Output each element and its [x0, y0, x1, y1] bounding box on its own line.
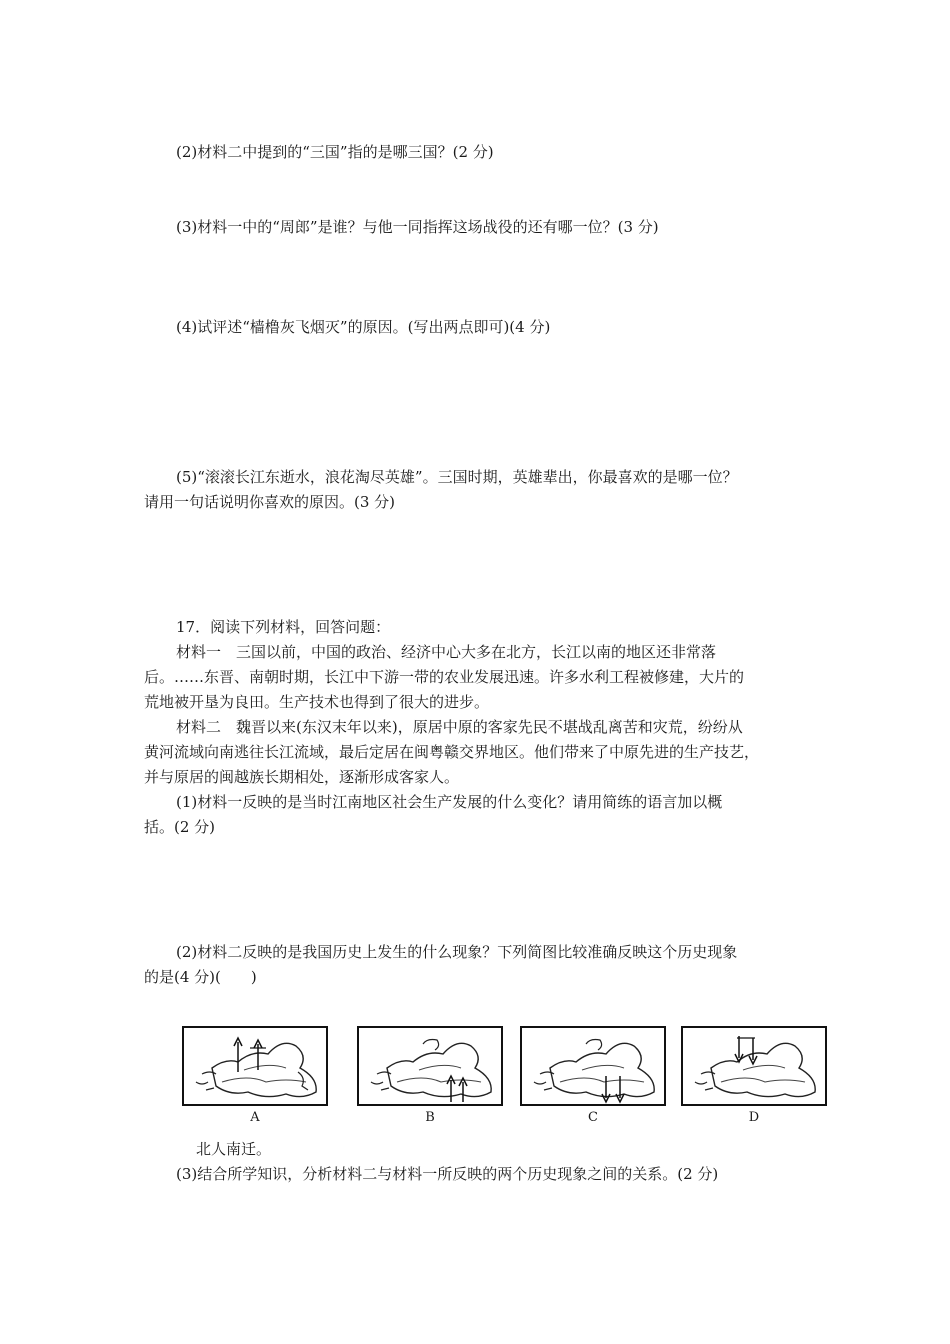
answer-text: 北人南迁。	[196, 1140, 272, 1158]
map-option-d[interactable]	[681, 1026, 827, 1106]
material-2-line1: 材料二 魏晋以来(东汉末年以来)，原居中原的客家先民不堪战乱离苦和灾荒，纷纷从	[176, 718, 743, 736]
question-16-3: (3)材料一中的“周郎”是谁？与他一同指挥这场战役的还有哪一位？(3 分)	[176, 218, 659, 236]
map-label-a: A	[250, 1110, 260, 1125]
question-16-2: (2)材料二中提到的“三国”指的是哪三国？(2 分)	[176, 143, 494, 161]
map-label-d: D	[748, 1110, 760, 1125]
material-1-line2: 后。……东晋、南朝时期，长江中下游一带的农业发展迅速。许多水利工程被修建，大片的	[144, 668, 745, 686]
question-16-5-line1: (5)“滚滚长江东逝水，浪花淘尽英雄”。三国时期，英雄辈出，你最喜欢的是哪一位？	[176, 468, 738, 486]
map-option-a[interactable]	[182, 1026, 328, 1106]
map-option-b[interactable]	[357, 1026, 503, 1106]
map-option-c[interactable]	[520, 1026, 666, 1106]
question-17-2-line1: (2)材料二反映的是我国历史上发生的什么现象？下列简图比较准确反映这个历史现象	[176, 943, 738, 961]
question-17-1-line2: 括。(2 分)	[144, 818, 216, 836]
material-2-line3: 并与原居的闽越族长期相处，逐渐形成客家人。	[144, 768, 460, 786]
map-options	[182, 1026, 827, 1134]
question-16-5-line2: 请用一句话说明你喜欢的原因。(3 分)	[144, 493, 396, 511]
material-2-line2: 黄河流域向南逃往长江流域，最后定居在闽粤赣交界地区。他们带来了中原先进的生产技艺，	[144, 743, 760, 761]
question-17-3: (3)结合所学知识，分析材料二与材料一所反映的两个历史现象之间的关系。(2 分)	[176, 1165, 719, 1183]
map-label-c: C	[588, 1110, 598, 1125]
map-label-b: B	[425, 1110, 435, 1125]
question-17-intro: 17．阅读下列材料，回答问题：	[176, 618, 391, 636]
question-16-4: (4)试评述“樯橹灰飞烟灭”的原因。(写出两点即可)(4 分)	[176, 318, 551, 336]
material-1-line1: 材料一 三国以前，中国的政治、经济中心大多在北方，长江以南的地区还非常落	[176, 643, 717, 661]
material-1-line3: 荒地被开垦为良田。生产技术也得到了很大的进步。	[144, 693, 490, 711]
question-17-1-line1: (1)材料一反映的是当时江南地区社会生产发展的什么变化？请用简练的语言加以概	[176, 793, 723, 811]
question-17-2-line2: 的是(4 分)( )	[144, 968, 257, 986]
